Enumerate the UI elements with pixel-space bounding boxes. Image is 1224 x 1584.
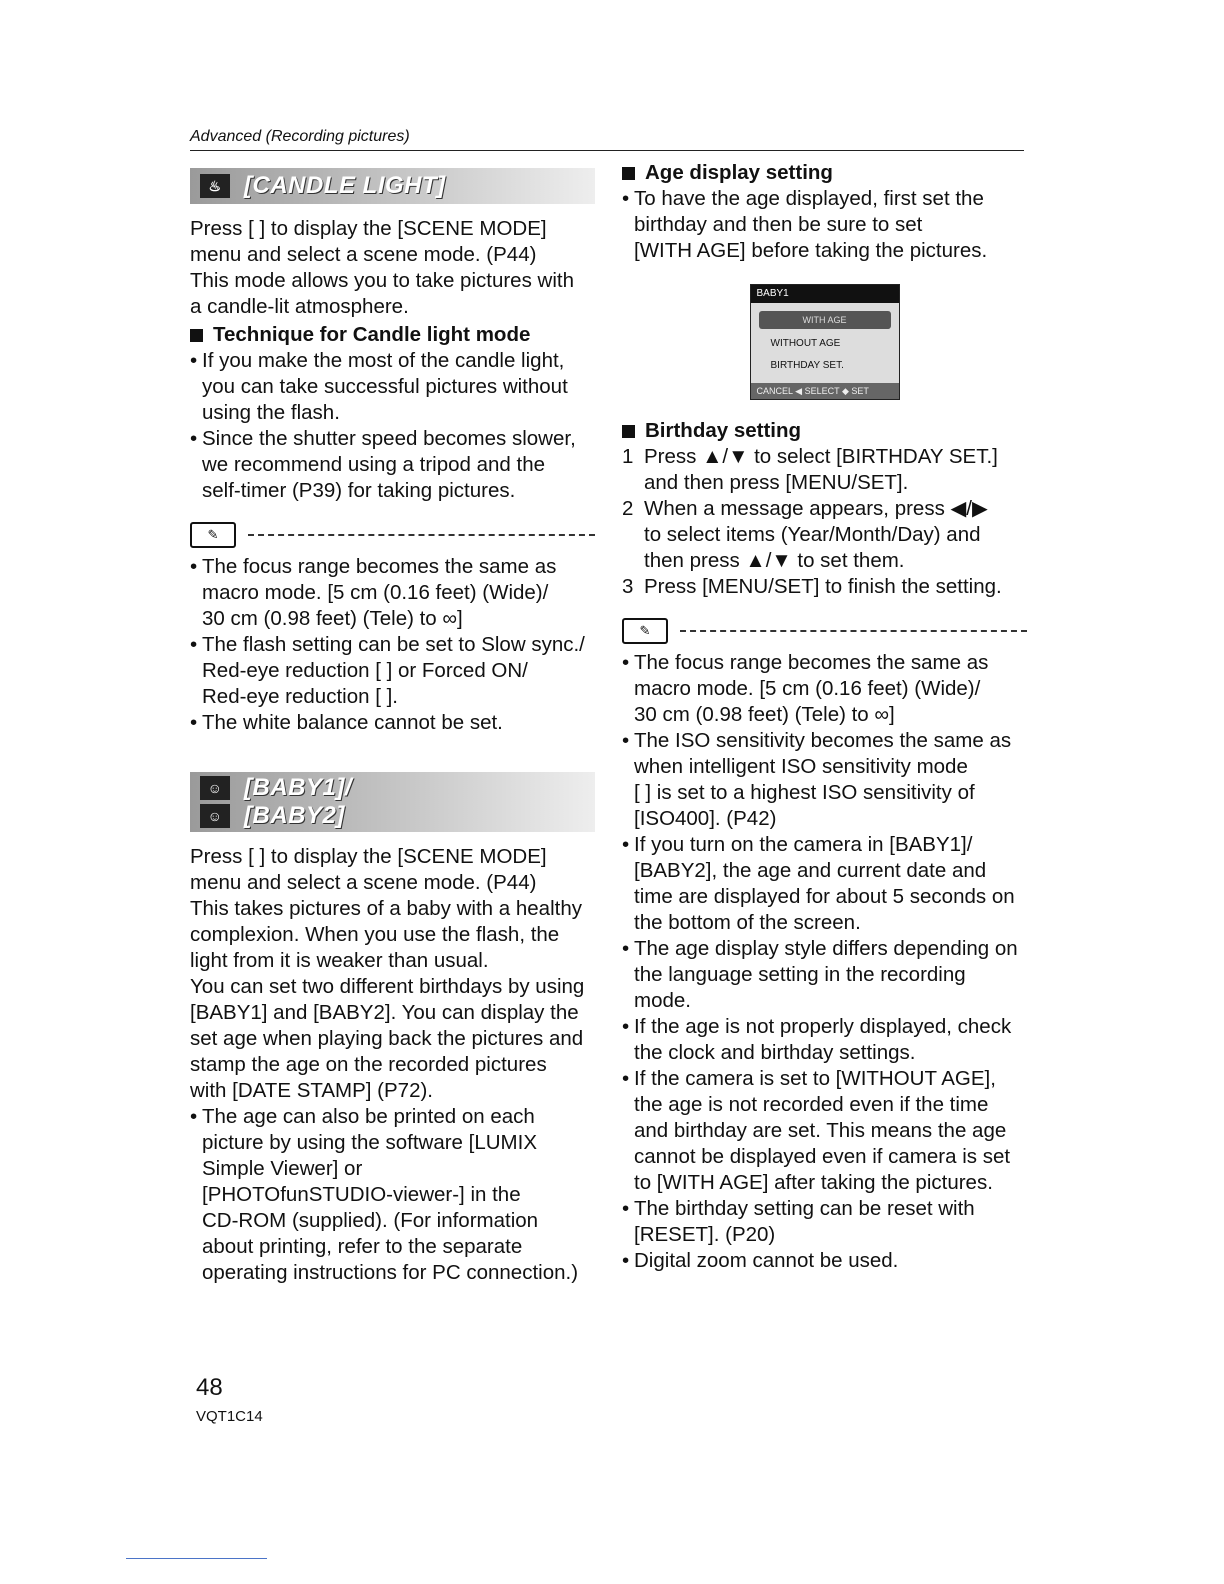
- baby-heading: ☺ [BABY1]/ ☺ [BABY2]: [190, 772, 595, 832]
- baby-intro: Press [ ] to display the [SCENE MODE]: [190, 845, 547, 868]
- square-bullet-icon: [190, 329, 203, 342]
- square-bullet-icon: [622, 425, 635, 438]
- page-header: Advanced (Recording pictures): [190, 128, 1024, 151]
- technique-bullet: • If you make the most of the candle light, you can take successful pictures without using the flash.: [190, 349, 568, 424]
- square-bullet-icon: [622, 167, 635, 180]
- step: 1 Press ▲/▼ to select [BIRTHDAY SET.] and then press [MENU/SET].: [622, 445, 998, 494]
- technique-bullet: • Since the shutter speed becomes slower, we recommend using a tripod and the self-timer (P39) for taking pictures.: [190, 427, 576, 502]
- age-display-heading: Age display setting: [622, 160, 1027, 186]
- note-bullet: • The birthday setting can be reset with [RESET]. (P20): [622, 1197, 975, 1246]
- document-code: VQT1C14: [196, 1408, 263, 1425]
- note-bullet: • If the age is not properly displayed, check the clock and birthday settings.: [622, 1015, 1012, 1064]
- candle-light-mode-icon: ♨: [200, 174, 230, 198]
- note-divider: [190, 522, 595, 548]
- note-bullet: • The flash setting can be set to Slow sync./ Red-eye reduction [ ] or Forced ON/ Red-eye reduction [ ].: [190, 633, 585, 708]
- screen-title: BABY1: [751, 285, 899, 303]
- candle-light-heading: [190, 168, 595, 204]
- screen-selected-option: WITH AGE: [759, 311, 891, 329]
- note-bullet: • The white balance cannot be set.: [190, 711, 503, 734]
- screen-option: WITHOUT AGE: [770, 338, 841, 349]
- note-bullet: • The focus range becomes the same as macro mode. [5 cm (0.16 feet) (Wide)/ 30 cm (0.98 feet) (Tele) to ∞]: [190, 555, 557, 630]
- candle-intro-2: menu and select a scene mode. (P44): [190, 243, 537, 266]
- note-bullet: • The ISO sensitivity becomes the same as when intelligent ISO sensitivity mode [ ] is set to a highest ISO sensitivity of [ISO400]. (P42): [622, 729, 1012, 830]
- age-bullet: • To have the age displayed, first set the birthday and then be sure to set [WITH AGE] before taking the pictures.: [622, 187, 988, 262]
- left-column: ♨ [CANDLE LIGHT] Press [ ] to display the [SCENE MODE] menu and select a scene mode. (P44) This mode allows you to take pictures with a candle-lit atmosphere. Technique for Candle light mode • If you make the most of the candle light, you can take successful pictures without using the flash. • Since the shutter speed becomes slower, we recommend using a tripod and the self-timer (P39) for taking pictures. ✎ • The focus range becomes the same as macro mode. [5 cm (0.16 feet) (Wide)/ 30 cm (0.98 feet) (Tele) to ∞] • The flash setting can be set to Slow sync./ Red-eye reduction [ ] or Forced ON/ Red-eye reduction [ ]. • The white balance cannot be set. ☺ [BABY1]/ ☺ [BABY2] Press [ ] to display the [SCENE MODE] menu and select a scene mode. (P44) This takes pictures of a baby with a healthy complexion. When you use the flash, the light from it is weaker than usual. You can set two different birthdays by using [BABY1] and [BABY2]. You can display the set age when playing back the pictures and stamp the age on the recorded pictures with [DATE STAMP] (P72). • The age can also be printed on each picture by using the software [LUMIX Simple Viewer] or [PHOTOfunSTUDIO-viewer-] in the CD-ROM (supplied). (For information about printing, refer to the separate operating instructions for PC connection.): [190, 168, 595, 1286]
- camera-menu-screen: [750, 284, 900, 400]
- baby1-mode-icon: ☺: [200, 776, 230, 800]
- step: 2 When a message appears, press ◀/▶ to select items (Year/Month/Day) and then press ▲/▼ to set them.: [622, 497, 988, 572]
- page-number: 48: [196, 1374, 223, 1401]
- birthday-heading: Birthday setting: [622, 418, 1027, 444]
- candle-intro-4: a candle-lit atmosphere.: [190, 295, 409, 318]
- note-bullet: • If the camera is set to [WITHOUT AGE], the age is not recorded even if the time and birthday are set. This means the age cannot be displayed even if camera is set to [WITH AGE] after taking the pictures.: [622, 1067, 1011, 1194]
- note-bullet: • Digital zoom cannot be used.: [622, 1249, 899, 1272]
- note-bullet: • If you turn on the camera in [BABY1]/ [BABY2], the age and current date and time are displayed for about 5 seconds on the bottom of the screen.: [622, 833, 1015, 934]
- baby2-mode-icon: ☺: [200, 804, 230, 828]
- note-divider: [622, 618, 1027, 644]
- step: 3 Press [MENU/SET] to finish the setting.: [622, 575, 1002, 598]
- candle-light-title: [CANDLE LIGHT]: [244, 172, 446, 199]
- screen-option: BIRTHDAY SET.: [770, 360, 844, 371]
- note-bullet: • The focus range becomes the same as macro mode. [5 cm (0.16 feet) (Wide)/ 30 cm (0.98 feet) (Tele) to ∞]: [622, 651, 989, 726]
- technique-heading: Technique for Candle light mode: [190, 322, 595, 348]
- note-icon: ✎: [190, 522, 236, 548]
- print-note: • The age can also be printed on each picture by using the software [LUMIX Simple Viewer] or [PHOTOfunSTUDIO-viewer-] in the CD-ROM (supplied). (For information about printing, refer to the separate operating instructions for PC connection.): [190, 1105, 579, 1284]
- note-bullet: • The age display style differs depending on the language setting in the recording mode.: [622, 937, 1018, 1012]
- right-column: [622, 158, 1027, 1274]
- footer-link-underline: [126, 1558, 267, 1559]
- candle-intro-1: Press [ ] to display the [SCENE MODE]: [190, 217, 547, 240]
- note-icon: ✎: [622, 618, 668, 644]
- screen-footer: CANCEL ◀ SELECT ◆ SET: [751, 383, 899, 399]
- candle-intro-3: This mode allows you to take pictures with: [190, 269, 574, 292]
